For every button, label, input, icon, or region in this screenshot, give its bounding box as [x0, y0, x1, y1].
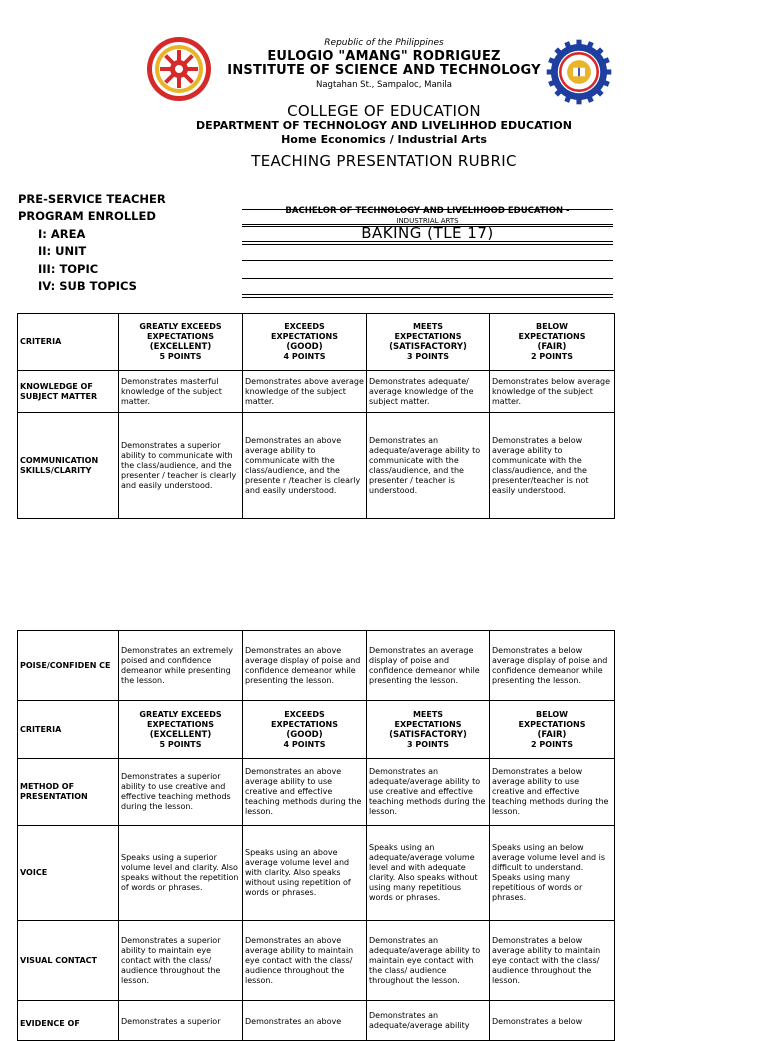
subtopics-underline-double [242, 297, 613, 298]
level-rating: (EXCELLENT) [149, 342, 212, 352]
descriptor-cell: Demonstrates a superior ability to maintain eye contact with the class/ audience throughout the lesson. [119, 921, 243, 1001]
descriptor-cell: Demonstrates a superior ability to communicate with the class/audience, and the presenter / teacher is clearly and easily understood. [119, 413, 243, 519]
descriptor-cell: Demonstrates a superior ability to use creative and effective teaching methods during the lesson. [119, 759, 243, 826]
program-enrolled-label: PROGRAM ENROLLED [18, 209, 156, 223]
level-title-line1: GREATLY EXCEEDS [139, 322, 222, 331]
sub-topics-label: IV: SUB TOPICS [38, 279, 137, 293]
level-title-line1: BELOW [536, 709, 568, 719]
level-title-line2: EXPECTATIONS [518, 332, 586, 341]
descriptor-cell: Demonstrates a below average display of poise and confidence demeanor while presenting the lesson. [490, 631, 615, 701]
descriptor-cell: Demonstrates an adequate/average ability to maintain eye contact with the class/ audience throughout the lesson. [367, 921, 490, 1001]
republic-line: Republic of the Philippines [324, 38, 444, 48]
level-title-line1: EXCEEDS [284, 709, 325, 719]
level-title-line2: EXPECTATIONS [394, 332, 462, 341]
descriptor-cell: Speaks using an above average volume level and with clarity. Also speaks without using repetition of words or phrases. [243, 826, 367, 921]
level-header-excellent [119, 701, 243, 759]
area-label: I: AREA [38, 227, 86, 241]
area-underline-double [242, 244, 613, 245]
institution-address: Nagtahan St., Sampaloc, Manila [315, 80, 452, 90]
descriptor-cell: Speaks using a superior volume level and clarity. Also speaks without the repetition of words or phrases. [119, 826, 243, 921]
table-row [18, 413, 615, 519]
descriptor-cell: Demonstrates an above average ability to use creative and effective teaching methods during the lesson. [243, 759, 367, 826]
descriptor-cell: Demonstrates an above average ability to maintain eye contact with the class/ audience throughout the lesson. [243, 921, 367, 1001]
level-points: 4 POINTS [283, 739, 326, 749]
level-header-fair [490, 314, 615, 371]
college-name: COLLEGE OF EDUCATION [287, 102, 481, 120]
descriptor-cell: Speaks using an below average volume level and is difficult to understand. Speaks using many repetitious of words or phrases. [490, 826, 615, 921]
department-name: DEPARTMENT OF TECHNOLOGY AND LIVELIHHOD EDUCATION [196, 119, 572, 132]
criteria-header: CRITERIA [18, 314, 119, 371]
level-rating: (GOOD) [286, 342, 323, 352]
descriptor-cell: Demonstrates an above average display of poise and confidence demeanor while presenting the lesson. [243, 631, 367, 701]
program-enrolled-value: BACHELOR OF TECHNOLOGY AND LIVELIHOOD EDUCATION - [285, 206, 570, 216]
program-enrolled-value-line2: INDUSTRIAL ARTS [396, 217, 459, 225]
level-points: 2 POINTS [531, 739, 573, 749]
criterion-cell: VOICE [18, 826, 119, 921]
level-title-line2: EXPECTATIONS [271, 719, 338, 729]
level-points: 3 POINTS [407, 352, 449, 361]
topic-underline [242, 278, 613, 279]
level-rating: (FAIR) [537, 342, 567, 352]
table-header-row [18, 701, 615, 759]
descriptor-cell: Demonstrates adequate/ average knowledge of the subject matter. [367, 371, 490, 413]
level-title-line1: MEETS [412, 709, 444, 719]
institution-name-line1: EULOGIO "AMANG" RODRIGUEZ [267, 49, 501, 64]
topic-label: III: TOPIC [38, 262, 99, 276]
rubric-table-2 [17, 630, 615, 1041]
level-rating: (FAIR) [537, 729, 567, 740]
level-title-line2: EXPECTATIONS [394, 719, 462, 729]
criterion-cell: EVIDENCE OF [18, 1001, 119, 1041]
level-header-good [243, 314, 367, 371]
unit-label: II: UNIT [38, 244, 87, 258]
descriptor-cell: Demonstrates an adequate/average ability [367, 1001, 490, 1041]
page-title: TEACHING PRESENTATION RUBRIC [251, 152, 517, 170]
level-header-excellent [119, 314, 243, 371]
level-rating: (EXCELLENT) [149, 729, 212, 740]
table-row [18, 921, 615, 1001]
descriptor-cell: Demonstrates an adequate/average ability to communicate with the class/audience, and the presenter / teacher is understood. [367, 413, 490, 519]
table-row [18, 371, 615, 413]
table-row [18, 631, 615, 701]
level-title-line2: EXPECTATIONS [271, 332, 338, 341]
descriptor-cell: Demonstrates a below average ability to communicate with the class/audience, and the presenter/teacher is not easily understood. [490, 413, 615, 519]
table-header-row [18, 314, 615, 371]
criterion-cell: KNOWLEDGE OF SUBJECT MATTER [18, 371, 119, 413]
descriptor-cell: Demonstrates an above [243, 1001, 367, 1041]
table-row [18, 826, 615, 921]
level-header-satisfactory [367, 701, 490, 759]
level-points: 3 POINTS [407, 739, 449, 749]
table-row [18, 759, 615, 826]
level-title-line1: EXCEEDS [284, 322, 325, 331]
descriptor-cell: Demonstrates an above average ability to communicate with the class/audience, and the presente r /teacher is clearly and easily understood. [243, 413, 367, 519]
descriptor-cell: Demonstrates a below average ability to maintain eye contact with the class/ audience throughout the lesson. [490, 921, 615, 1001]
subtopics-underline [242, 294, 613, 295]
level-header-satisfactory [367, 314, 490, 371]
level-rating: (SATISFACTORY) [389, 729, 467, 740]
criteria-header: CRITERIA [18, 701, 119, 759]
level-header-fair [490, 701, 615, 759]
descriptor-cell: Demonstrates an average display of poise and confidence demeanor while presenting the lesson. [367, 631, 490, 701]
program-name: Home Economics / Industrial Arts [281, 133, 487, 146]
pre-service-teacher-label: PRE-SERVICE TEACHER [18, 192, 166, 206]
level-header-good [243, 701, 367, 759]
rubric-table-1 [17, 313, 615, 519]
descriptor-cell: Demonstrates a superior [119, 1001, 243, 1041]
descriptor-cell: Demonstrates an extremely poised and confidence demeanor while presenting the lesson. [119, 631, 243, 701]
descriptor-cell: Demonstrates a below average ability to use creative and effective teaching methods during the lesson. [490, 759, 615, 826]
level-points: 5 POINTS [159, 352, 202, 361]
unit-underline [242, 260, 613, 261]
table-row [18, 1001, 615, 1041]
level-title-line1: GREATLY EXCEEDS [139, 709, 222, 719]
criterion-cell: POISE/CONFIDEN CE [18, 631, 119, 701]
descriptor-cell: Demonstrates an adequate/average ability to use creative and effective teaching methods during the lesson. [367, 759, 490, 826]
criterion-cell: COMMUNICATION SKILLS/CLARITY [18, 413, 119, 519]
level-title-line2: EXPECTATIONS [147, 719, 214, 729]
descriptor-cell: Speaks using an adequate/average volume level and with adequate clarity. Also speaks without using many repetitious words or phrases. [367, 826, 490, 921]
level-rating: (GOOD) [286, 729, 323, 740]
descriptor-cell: Demonstrates above average knowledge of the subject matter. [243, 371, 367, 413]
descriptor-cell: Demonstrates below average knowledge of the subject matter. [490, 371, 615, 413]
level-rating: (SATISFACTORY) [389, 342, 467, 352]
criterion-cell: METHOD OF PRESENTATION [18, 759, 119, 826]
level-points: 4 POINTS [283, 352, 326, 361]
descriptor-cell: Demonstrates masterful knowledge of the subject matter. [119, 371, 243, 413]
area-underline [242, 241, 613, 242]
level-points: 2 POINTS [531, 352, 573, 361]
descriptor-cell: Demonstrates a below [490, 1001, 615, 1041]
criterion-cell: VISUAL CONTACT [18, 921, 119, 1001]
area-value: BAKING (TLE 17) [361, 224, 494, 242]
level-title-line2: EXPECTATIONS [147, 332, 214, 341]
level-points: 5 POINTS [159, 739, 202, 749]
level-title-line1: MEETS [412, 322, 444, 331]
level-title-line1: BELOW [536, 322, 568, 331]
level-title-line2: EXPECTATIONS [518, 719, 586, 729]
institution-name-line2: INSTITUTE OF SCIENCE AND TECHNOLOGY [227, 63, 541, 78]
